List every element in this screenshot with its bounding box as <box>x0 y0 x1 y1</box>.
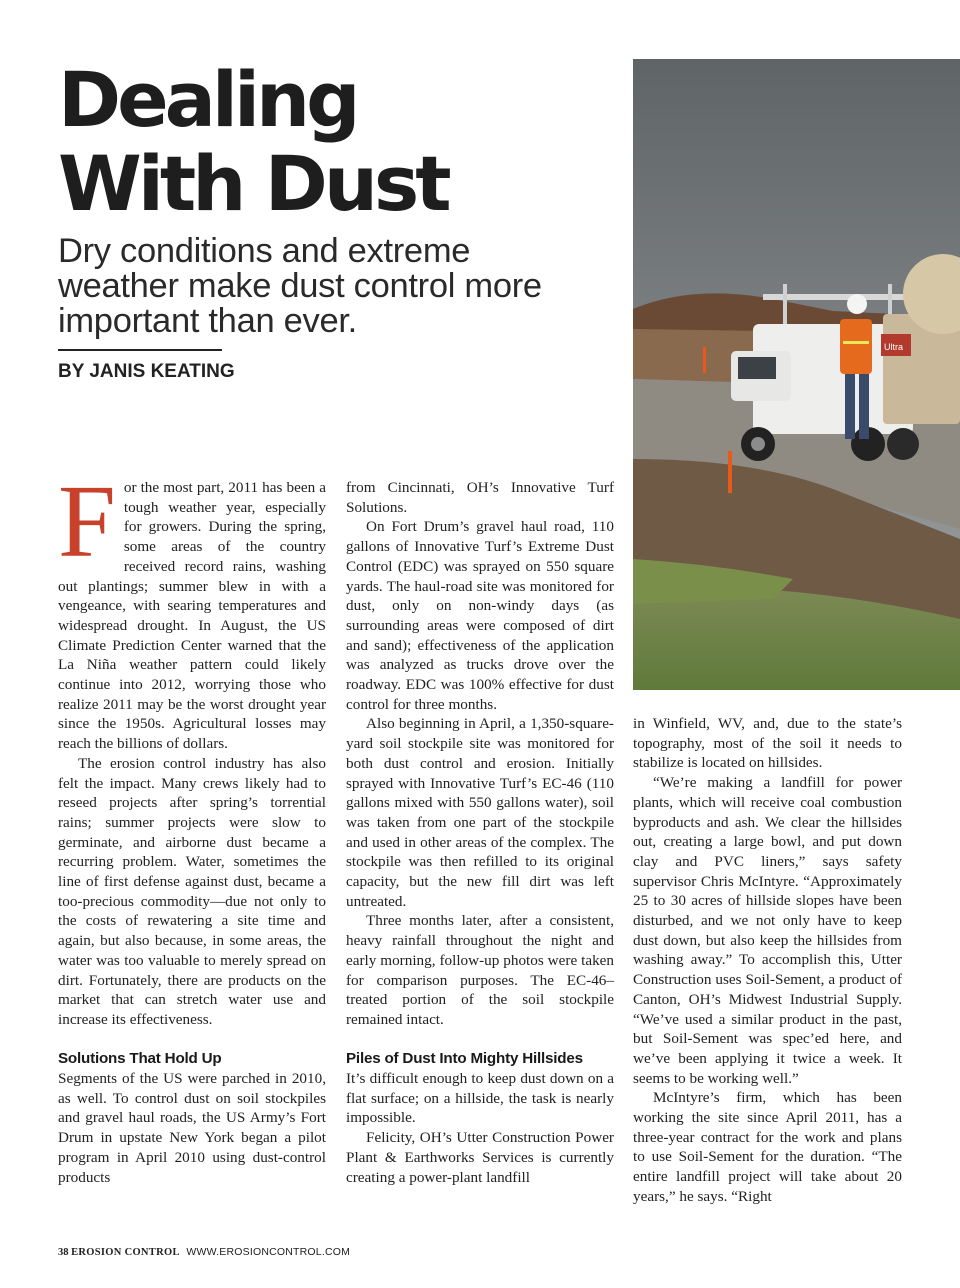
headline-line-2: With Dust <box>58 139 448 228</box>
photo-illustration <box>633 59 960 690</box>
website-url: WWW.EROSIONCONTROL.COM <box>186 1246 351 1258</box>
paragraph-5: On Fort Drum’s gravel haul road, 110 gallons of Innovative Turf’s Extreme Dust Control (EDC) was sprayed on 550 square yards. The haul-road site was monitored for dust, only on non-windy days (as surrounding areas were composed of dirt and sand); effectiveness of the application was analyzed as trucks drove over the roadway. EDC was 100% effective for dust control for three months. <box>346 518 614 713</box>
drop-cap: F <box>58 464 116 579</box>
spacer <box>58 1030 326 1050</box>
headline-line-1: Dealing <box>58 55 357 144</box>
paragraph-8: It’s difficult enough to keep dust down on a flat surface; on a hillside, the task is nearly impossible. <box>346 1070 614 1127</box>
paragraph-1-text: or the most part, 2011 has been a tough weather year, especially for growers. During the spring, some areas of the country received record rains, washing out plantings; summer blew in with a vengeance, with searing temperatures and widespread drought. In August, the US Climate Prediction Center warned that the La Niña weather pattern could likely continue into 2012, worrying those who realize 2011 may be the worst drought year since the 1950s. Agricultural losses may reach the billions of dollars. <box>58 479 326 753</box>
truck-sign-text: Ultra <box>884 342 904 352</box>
paragraph-6: Also beginning in April, a 1,350-square-yard soil stockpile site was monitored for both dust control and erosion. Initially sprayed with Innovative Turf’s EC-46 (110 gallons mixed with 550 gallons water), soil was taken from one part of the stockpile and used in other areas of the complex. The stockpile was then refilled to its original capacity, but the new fill dirt was left untreated. <box>346 715 614 910</box>
paragraph-2: The erosion control industry has also felt the impact. Many crews likely had to reseed projects after spring’s torrential rains; summer projects were slow to germinate, and airborne dust became a recurring problem. Water, sometimes the line of first defense against dust, became a too-precious commodity—due not only to the costs of rewatering a site time and again, but also because, in some areas, the water was too valuable to merely spread on dirt. Fortunately, there are products on the market that can stretch water use and increase its effectiveness. <box>58 754 326 1028</box>
article-byline: BY JANIS KEATING <box>58 361 235 382</box>
paragraph-7: Three months later, after a consistent, heavy rainfall throughout the night and early morning, follow-up photos were taken for comparison purposes. The EC-46–treated portion of the soil stockpile remained intact. <box>346 912 614 1028</box>
survey-stake <box>728 451 732 493</box>
magazine-name: EROSION CONTROL <box>71 1247 180 1258</box>
paragraph-3: Segments of the US were parched in 2010, as well. To control dust on soil stockpiles and gravel haul roads, the US Army’s Fort Drum in upstate New York began a pilot program in April 2010 using dust-control products <box>58 1070 326 1186</box>
article-subhead: Dry conditions and extreme weather make dust control more important than ever. <box>58 232 542 340</box>
paragraph-4: from Cincinnati, OH’s Innovative Turf Solutions. <box>346 479 614 516</box>
paragraph-9: Felicity, OH’s Utter Construction Power Plant & Earthworks Services is currently creating a power-plant landfill <box>346 1129 614 1186</box>
paragraph-12: McIntyre’s firm, which has been working the site since April 2011, has a three-year contract for the work and plans to use Soil-Sement for the duration. “The entire landfill project will take about 20 years,” he says. “Right <box>633 1089 902 1205</box>
section-heading: Piles of Dust Into Mighty Hillsides <box>346 1050 583 1068</box>
spacer <box>346 1030 614 1050</box>
byline-rule <box>58 349 222 351</box>
survey-stake-far <box>703 347 706 373</box>
paragraph-1 <box>58 464 326 754</box>
column-1 <box>58 464 326 1187</box>
page-footer <box>58 1246 350 1258</box>
article-headline <box>58 55 448 228</box>
section-heading: Solutions That Hold Up <box>58 1050 222 1068</box>
column-3 <box>633 714 902 1207</box>
column-2 <box>346 478 614 1187</box>
construction-site-photo <box>633 59 960 690</box>
page-number: 38 <box>58 1247 69 1258</box>
paragraph-11: “We’re making a landfill for power plants, which will receive coal combustion byproducts and ash. We clear the hillsides out, creating a large bowl, and put down clay and PVC liners,” says safety supervisor Chris McIntyre. “Approximately 25 to 30 acres of hillside slopes have been disturbed, and we not only have to keep dust down, but also keep the hillsides from washing away.” To accomplish this, Utter Construction uses Soil-Sement, a product of Canton, OH’s Midwest Industrial Supply. “We’ve used a similar product in the past, but Soil-Sement was spec’ed here, and we’ve been applying it twice a week. It seems to be working well.” <box>633 774 902 1087</box>
paragraph-10: in Winfield, WV, and, due to the state’s topography, most of the soil it needs to stabilize is located on hillsides. <box>633 715 902 772</box>
